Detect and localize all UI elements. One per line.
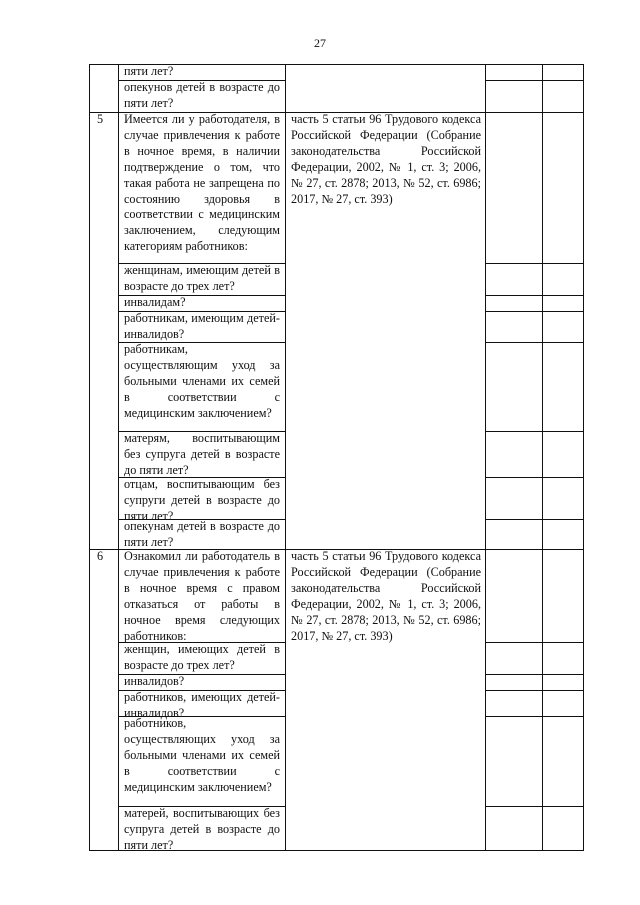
question-text: Ознакомил ли работодатель в случае привлечения к работе в ночное время с правом отказаться от работы в ночное время следующих работников:: [124, 549, 280, 643]
subrow-divider: [485, 806, 584, 807]
legal-reference: часть 5 статьи 96 Трудового кодекса Российской Федерации (Собрание законодательства Российской Федерации, 2002, № 1, ст. 3; 2006, № 27, ст. 2878; 2013, № 52, ст. 6986; 2017, № 27, ст. 393): [291, 549, 481, 643]
subrow-divider: [485, 431, 584, 432]
subquestion-text: опекунам детей в возрасте до пяти лет?: [124, 519, 280, 549]
subrow-divider: [485, 519, 584, 520]
subrow-divider: [485, 80, 584, 81]
subquestion-text: матерям, воспитывающим без супруга детей в возрасте до пяти лет?: [124, 431, 280, 477]
row-number: 6: [97, 549, 104, 563]
column-divider: [118, 64, 119, 851]
column-divider: [485, 64, 486, 851]
table-border-right: [583, 64, 584, 851]
table-border-left: [89, 64, 90, 851]
legal-reference: часть 5 статьи 96 Трудового кодекса Российской Федерации (Собрание законодательства Российской Федерации, 2002, № 1, ст. 3; 2006, № 27, ст. 2878; 2013, № 52, ст. 6986; 2017, № 27, ст. 393): [291, 112, 481, 206]
subquestion-text: работникам, имеющим детей-инвалидов?: [124, 311, 280, 341]
subrow-divider: [485, 674, 584, 675]
subquestion-text: работников, осуществляющих уход за больными членами их семей в соответствии с медицинским заключением?: [124, 716, 280, 794]
subrow-divider: [485, 342, 584, 343]
subquestion-text: отцам, воспитывающим без супруги детей в возрасте до пяти лет?: [124, 477, 280, 523]
question-text: Имеется ли у работодателя, в случае привлечения к работе в ночное время, в наличии подтверждение о том, что такая работа не запрещена по состоянию здоровья в соответствии с медицинским заключением, следующим категориям работников:: [124, 112, 280, 254]
subquestion-text: пяти лет?: [124, 64, 174, 78]
column-divider: [285, 64, 286, 851]
subrow-divider: [485, 716, 584, 717]
page-number: 27: [314, 36, 326, 50]
subrow-divider: [485, 263, 584, 264]
subquestion-text: инвалидам?: [124, 295, 186, 309]
subquestion-text: работников, имеющих детей-инвалидов?: [124, 690, 280, 720]
subrow-divider: [485, 477, 584, 478]
subquestion-text: женщин, имеющих детей в возрасте до трех лет?: [124, 642, 280, 672]
column-divider: [542, 64, 543, 851]
subquestion-text: работникам, осуществляющим уход за больными членами их семей в соответствии с медицинским заключением?: [124, 342, 280, 420]
subquestion-text: опекунов детей в возрасте до пяти лет?: [124, 80, 280, 110]
subrow-divider: [485, 311, 584, 312]
checklist-table: [89, 64, 584, 851]
subquestion-text: женщинам, имеющим детей в возрасте до трех лет?: [124, 263, 280, 293]
subquestion-text: матерей, воспитывающих без супруга детей в возрасте до пяти лет?: [124, 806, 280, 852]
subquestion-text: инвалидов?: [124, 674, 185, 688]
subrow-divider: [485, 690, 584, 691]
subrow-divider: [485, 295, 584, 296]
subrow-divider: [485, 642, 584, 643]
row-number: 5: [97, 112, 104, 126]
